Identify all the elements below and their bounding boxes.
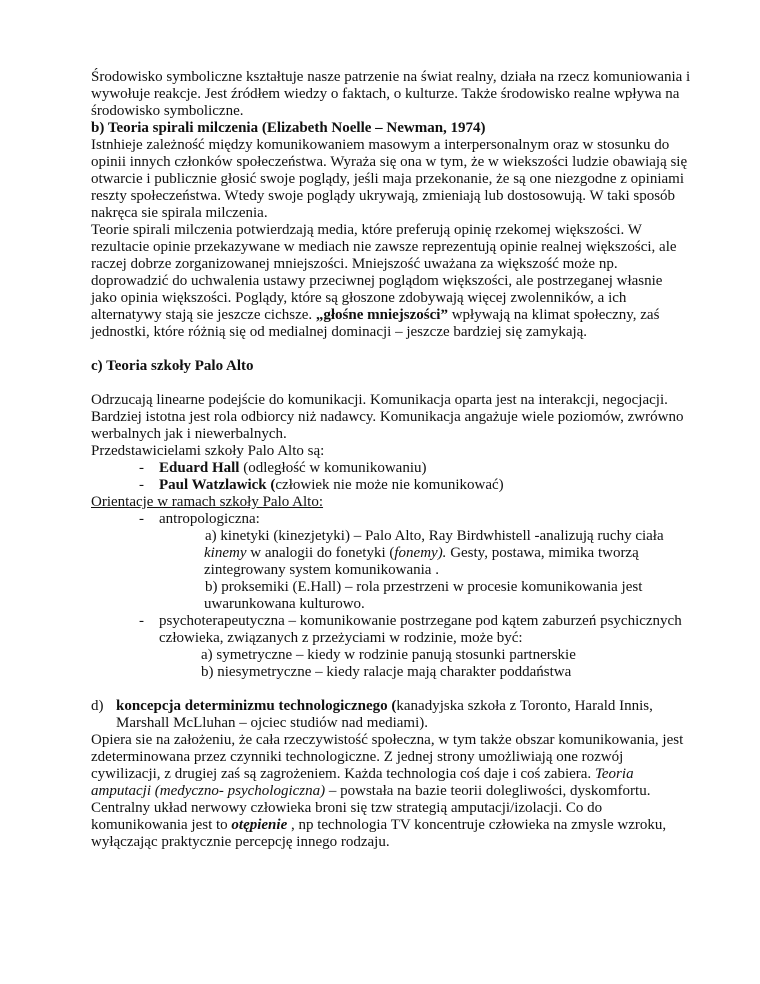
text-line: człowieka, związanych z przeżyciami w rodzinie, może być: <box>159 630 523 646</box>
list-item <box>91 511 691 528</box>
text-line: b) niesymetryczne – kiedy ralacje mają charakter poddaństwa <box>201 664 572 680</box>
spacer <box>91 375 691 392</box>
text-run: cywilizacji, z drugiej zaś są zagrożeniem. Każda technologia coś daje i coś zabiera. <box>91 766 595 782</box>
text-line: raczej dobrze zorganizowanej mniejszości. Mniejszość uważana za większość może np. <box>91 256 618 272</box>
dash-bullet: - <box>139 460 144 476</box>
text-line: Odrzucają linearne podejście do komunikacji. Komunikacja oparta jest na interakcji, negocjacji. <box>91 392 668 408</box>
text-line: wyłączając praktycznie percepcję innego rodzaju. <box>91 834 390 850</box>
text-line: otwarcie i publicznie głosić swoje poglądy, jeśli maja przekonanie, że są one niezgodne z opiniami <box>91 171 684 187</box>
text-run: w analogii do fonetyki ( <box>246 545 395 561</box>
text-line <box>91 783 691 800</box>
representatives-label: Przedstawicielami szkoły Palo Alto są: <box>91 443 325 459</box>
text-line: a) kinetyki (kinezjetyki) – Palo Alto, Ray Birdwhistell -analizują ruchy ciała <box>205 528 664 544</box>
text-line: b) proksemiki (E.Hall) – rola przestrzeni w procesie komunikowania jest <box>205 579 643 595</box>
orientations-label: Orientacje w ramach szkoły Palo Alto: <box>91 494 324 510</box>
text-line: wywołuje reakcje. Jest źródłem wiedzy o faktach, o kulturze. Także środowisko realne wpływa na <box>91 86 680 102</box>
text-line: Teorie spirali milczenia potwierdzają media, które preferują opinię rzekomej większości. W <box>91 222 642 238</box>
italic-term: fonemy). <box>394 545 447 561</box>
text-line: jednostki, które różnią się od medialnej dominacji – jeszcze bardziej się zamykają. <box>91 324 588 340</box>
text-line: Opiera sie na założeniu, że cała rzeczywistość społeczna, w tym także obszar komunikowania, jest <box>91 732 684 748</box>
text-line: doprowadzić do uchwalenia ustawy przeciwnej poglądom większości, ale postrzeganej własnie <box>91 273 663 289</box>
emphasis-quote: „głośne mniejszości” <box>315 307 448 323</box>
list-item <box>91 477 691 494</box>
text-run: Gesty, postawa, mimika tworzą <box>446 545 639 561</box>
text-line: reszty społeczeństwa. Wtedy swoje poglądy ukrywają, zmieniają lub dostosowują. W taki sposób <box>91 188 676 204</box>
italic-term: amputacji (medyczno- psychologiczna) <box>91 783 326 799</box>
person-name: Eduard Hall <box>159 460 240 476</box>
text-line <box>91 545 691 562</box>
text-run: alternatywy stają sie jeszcze cichsze. <box>91 307 316 323</box>
italic-term: kinemy <box>204 545 247 561</box>
text-run: koncepcja determinizmu technologicznego ( <box>116 698 397 714</box>
text-line: Marshall McLluhan – ojciec studiów nad mediami). <box>116 715 429 731</box>
text-line: werbalnych jak i niewerbalnych. <box>91 426 287 442</box>
text-line: a) symetryczne – kiedy w rodzinie panują stosunki partnerskie <box>201 647 576 663</box>
section-c-heading: c) Teoria szkoły Palo Alto <box>91 358 254 374</box>
text-line: środowisko symboliczne. <box>91 103 244 119</box>
section-d-heading <box>91 698 691 715</box>
text-line: opinii innych członków społeczeństwa. Wyraża się ona w tym, że w wiekszości ludzie obawiają się <box>91 154 688 170</box>
text-run: wpływają na klimat społeczny, zaś <box>447 307 660 323</box>
text-line: jako opinia większości. Poglądy, które są głoszone zdobywają więcej zwolenników, a ich <box>91 290 627 306</box>
text-line <box>91 307 691 324</box>
dash-bullet: - <box>139 477 144 493</box>
text-line: Istnhieje zależność między komunikowaniem masowym a interpersonalnym oraz w stosunku do <box>91 137 670 153</box>
bold-italic-term: otępienie <box>231 817 288 833</box>
dash-bullet: - <box>139 511 144 527</box>
text-run: – powstała na bazie teorii dolegliwości, dyskomfortu. <box>325 783 651 799</box>
person-name: Paul Watzlawick ( <box>159 477 276 493</box>
text-run: psychoterapeutyczna – komunikowanie postrzegane pod kątem zaburzeń psychicznych <box>159 613 682 629</box>
list-item <box>91 613 691 630</box>
section-b-heading: b) Teoria spirali milczenia (Elizabeth Noelle – Newman, 1974) <box>91 120 486 136</box>
text-run: antropologiczna: <box>159 511 260 527</box>
text-line: zintegrowany system komunikowania . <box>204 562 439 578</box>
text-line: zdeterminowana przez czynniki technologiczne. Z jednej strony umożliwiają one rozwój <box>91 749 624 765</box>
text-run: kanadyjska szkoła z Toronto, Harald Innis, <box>396 698 653 714</box>
text-run: , np technologia TV koncentruje człowieka na zmysle wzroku, <box>287 817 667 833</box>
text-line <box>91 817 691 834</box>
text-line: Środowisko symboliczne kształtuje nasze patrzenie na świat realny, działa na rzecz komuniowania i <box>91 69 691 85</box>
italic-term: Teoria <box>594 766 634 782</box>
text-line: nakręca sie spirala milczenia. <box>91 205 268 221</box>
text-run: komunikowania jest to <box>91 817 232 833</box>
text-line: Centralny układ nerwowy człowieka broni się tzw strategią amputacji/izolacji. Co do <box>91 800 603 816</box>
section-label: d) <box>91 698 104 714</box>
spacer <box>91 681 691 698</box>
document-page <box>91 69 691 851</box>
text-line: rezultacie opinie przekazywane w mediach nie zawsze reprezentują opinie realnej większości, ale <box>91 239 677 255</box>
text-run: człowiek nie może nie komunikować) <box>275 477 504 493</box>
text-line: uwarunkowana kulturowo. <box>204 596 365 612</box>
spacer <box>91 341 691 358</box>
text-line <box>91 766 691 783</box>
text-run: (odległość w komunikowaniu) <box>239 460 427 476</box>
list-item <box>91 460 691 477</box>
text-line: Bardziej istotna jest rola odbiorcy niż nadawcy. Komunikacja angażuje wiele poziomów, zwrówno <box>91 409 684 425</box>
dash-bullet: - <box>139 613 144 629</box>
